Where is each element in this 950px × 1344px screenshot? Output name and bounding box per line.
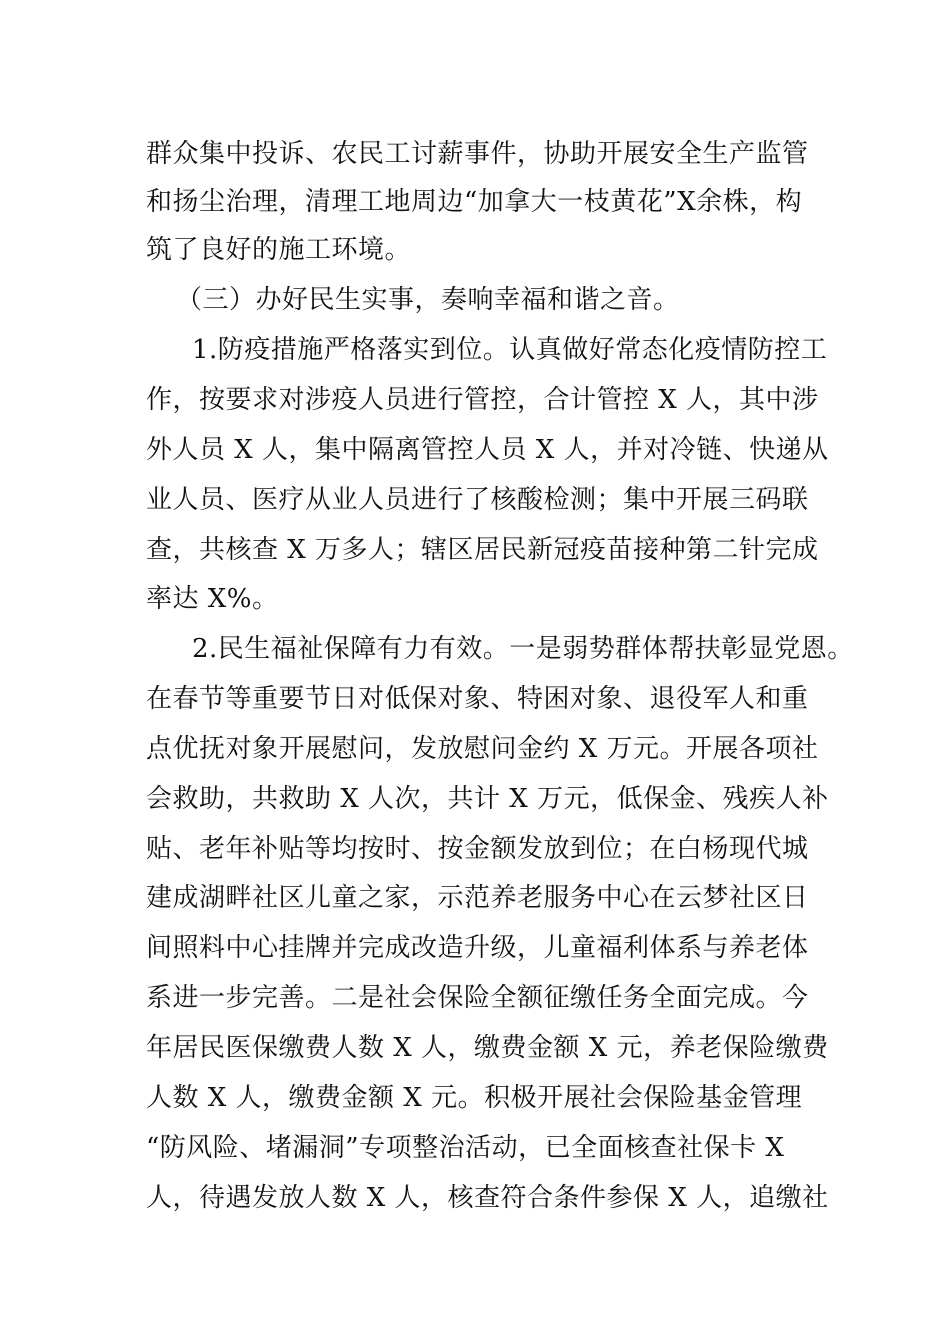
text-line: 会救助，共救助 X 人次，共计 X 万元，低保金、残疾人补 (146, 784, 829, 814)
text-line: 点优抚对象开展慰问，发放慰问金约 X 万元。开展各项社 (146, 734, 819, 764)
text-line: 群众集中投诉、农民工讨薪事件，协助开展安全生产监管 (146, 139, 809, 169)
text-line: 率达 X%。 (146, 584, 279, 614)
text-line: 建成湖畔社区儿童之家，示范养老服务中心在云梦社区日 (146, 883, 809, 913)
text-line: 系进一步完善。二是社会保险全额征缴任务全面完成。今 (146, 983, 809, 1013)
text-line: 间照料中心挂牌并完成改造升级，儿童福利体系与养老体 (146, 933, 809, 963)
text-line: 业人员、医疗从业人员进行了核酸检测；集中开展三码联 (146, 485, 809, 515)
text-line: 贴、老年补贴等均按时、按金额发放到位；在白杨现代城 (146, 834, 809, 864)
text-line: “防风险、堵漏洞”专项整治活动，已全面核查社保卡 X (146, 1133, 785, 1163)
paragraph-first-line: 2.民生福祉保障有力有效。一是弱势群体帮扶彰显党恩。 (192, 634, 854, 664)
text-line: 人数 X 人，缴费金额 X 元。积极开展社会保险基金管理 (146, 1083, 803, 1113)
paragraph-first-line: 1.防疫措施严格落实到位。认真做好常态化疫情防控工 (192, 335, 828, 365)
section-heading: （三）办好民生实事，奏响幸福和谐之音。 (176, 285, 680, 315)
text-line: 年居民医保缴费人数 X 人，缴费金额 X 元，养老保险缴费 (146, 1033, 829, 1063)
text-line: 查，共核查 X 万多人；辖区居民新冠疫苗接种第二针完成 (146, 535, 819, 565)
text-line: 筑了良好的施工环境。 (146, 235, 412, 265)
text-line: 外人员 X 人，集中隔离管控人员 X 人，并对冷链、快递从 (146, 435, 829, 465)
text-line: 人，待遇发放人数 X 人，核查符合条件参保 X 人，追缴社 (146, 1183, 829, 1213)
text-line: 和扬尘治理，清理工地周边“加拿大一枝黄花”X余株，构 (146, 187, 803, 217)
text-line: 在春节等重要节日对低保对象、特困对象、退役军人和重 (146, 684, 809, 714)
text-line: 作，按要求对涉疫人员进行管控，合计管控 X 人，其中涉 (146, 385, 819, 415)
